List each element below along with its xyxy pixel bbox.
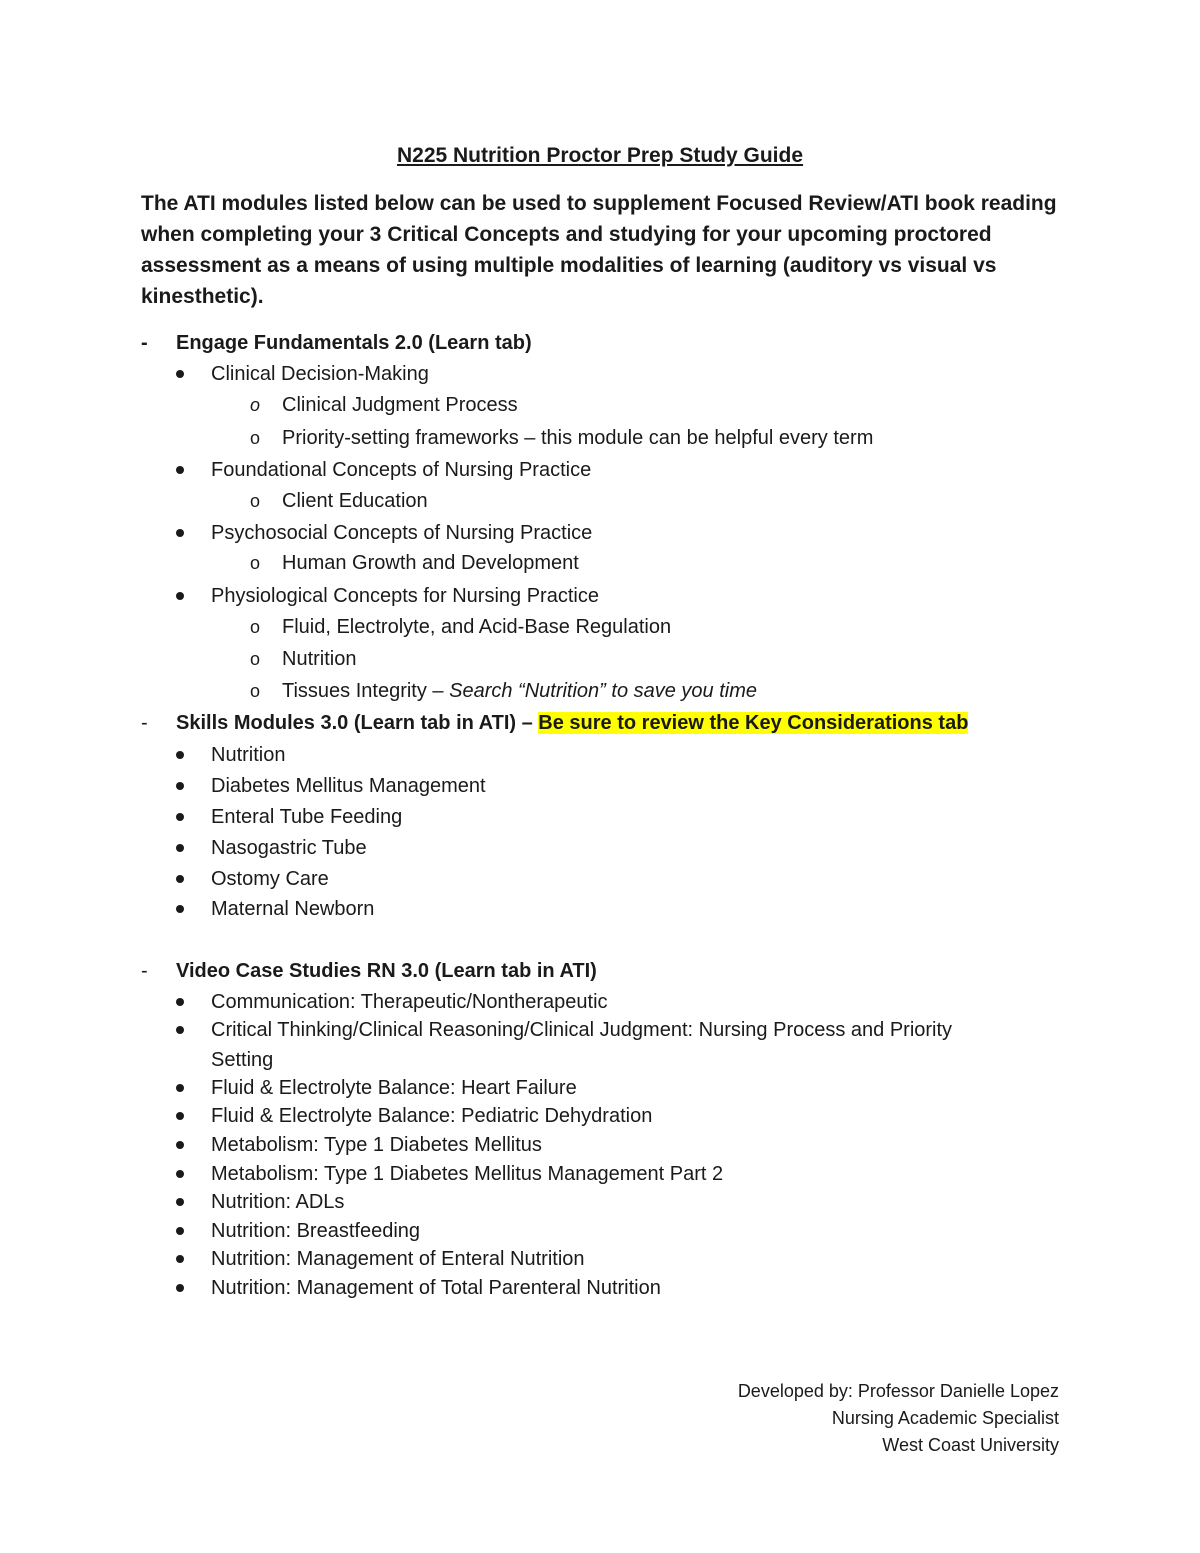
section-title-video: Video Case Studies RN 3.0 (Learn tab in ATI)	[176, 960, 597, 982]
bullet-icon	[176, 905, 184, 913]
sub-list-item: Human Growth and Development	[282, 552, 579, 574]
list-item: Nutrition: Management of Total Parenteral Nutrition	[211, 1277, 661, 1299]
bullet-icon	[176, 1084, 184, 1092]
intro-paragraph: The ATI modules listed below can be used to supplement Focused Review/ATI book reading when completing your 3 Critical Concepts and studying for your upcoming proctored assessment as a means of using multiple modalities of learning (auditory vs visual vs kinesthetic).	[141, 192, 1057, 308]
list-item: Clinical Decision-Making	[211, 363, 429, 385]
circle-bullet-icon: o	[250, 428, 261, 448]
list-item: Psychosocial Concepts of Nursing Practice	[211, 522, 593, 544]
list-item: Nutrition: Breastfeeding	[211, 1220, 421, 1242]
highlighted-note: Be sure to review the Key Considerations tab	[538, 712, 969, 734]
bullet-icon	[176, 1112, 184, 1120]
list-item: Nasogastric Tube	[211, 837, 367, 859]
sub-list-item: Nutrition	[282, 648, 357, 670]
list-item: Metabolism: Type 1 Diabetes Mellitus	[211, 1134, 542, 1156]
sub-list-item: Fluid, Electrolyte, and Acid-Base Regulation	[282, 616, 672, 638]
bullet-icon	[176, 1198, 184, 1206]
section-dash: -	[141, 960, 148, 982]
circle-bullet-icon: o	[250, 553, 261, 573]
bullet-icon	[176, 1026, 184, 1034]
section-title-engage: Engage Fundamentals 2.0 (Learn tab)	[176, 332, 532, 354]
page-title: N225 Nutrition Proctor Prep Study Guide	[396, 144, 804, 167]
circle-bullet-icon: o	[250, 395, 261, 415]
circle-bullet-icon: o	[250, 491, 261, 511]
list-item: Fluid & Electrolyte Balance: Heart Failure	[211, 1077, 577, 1099]
list-item: Nutrition	[211, 744, 286, 766]
bullet-icon	[176, 1227, 184, 1235]
tissues-item-note: Search “Nutrition” to save you time	[449, 680, 758, 702]
list-item: Communication: Therapeutic/Nontherapeutic	[211, 991, 608, 1013]
sub-list-item: Client Education	[282, 490, 428, 512]
bullet-icon	[176, 1284, 184, 1292]
circle-bullet-icon: o	[250, 681, 261, 701]
bullet-icon	[176, 1170, 184, 1178]
bullet-icon	[176, 998, 184, 1006]
bullet-icon	[176, 1141, 184, 1149]
list-item: Foundational Concepts of Nursing Practice	[211, 459, 592, 481]
list-item: Ostomy Care	[211, 868, 329, 890]
list-item: Nutrition: Management of Enteral Nutrition	[211, 1248, 585, 1270]
section-title-skills	[176, 709, 968, 737]
sub-list-item: Clinical Judgment Process	[282, 394, 518, 416]
list-item-continuation: Setting	[211, 1049, 274, 1071]
bullet-icon	[176, 370, 184, 378]
section-title-text: Skills Modules 3.0 (Learn tab in ATI) –	[176, 712, 539, 734]
footer-institution: West Coast University	[882, 1435, 1059, 1455]
list-item: Fluid & Electrolyte Balance: Pediatric Dehydration	[211, 1105, 653, 1127]
list-item: Metabolism: Type 1 Diabetes Mellitus Management Part 2	[211, 1163, 724, 1185]
bullet-icon	[176, 813, 184, 821]
footer-role: Nursing Academic Specialist	[831, 1408, 1059, 1428]
list-item: Enteral Tube Feeding	[211, 806, 403, 828]
list-item: Critical Thinking/Clinical Reasoning/Clinical Judgment: Nursing Process and Priority	[211, 1019, 953, 1041]
bullet-icon	[176, 782, 184, 790]
bullet-icon	[176, 875, 184, 883]
list-item: Diabetes Mellitus Management	[211, 775, 486, 797]
sub-list-item: Priority-setting frameworks – this module can be helpful every term	[282, 427, 874, 449]
bullet-icon	[176, 751, 184, 759]
circle-bullet-icon: o	[250, 617, 261, 637]
bullet-icon	[176, 844, 184, 852]
section-dash: -	[141, 332, 148, 354]
list-item: Physiological Concepts for Nursing Practice	[211, 585, 599, 607]
sub-list-item	[282, 677, 757, 705]
bullet-icon	[176, 1255, 184, 1263]
bullet-icon	[176, 529, 184, 537]
bullet-icon	[176, 592, 184, 600]
bullet-icon	[176, 466, 184, 474]
list-item: Maternal Newborn	[211, 898, 375, 920]
tissues-item-text: Tissues Integrity –	[282, 680, 450, 702]
footer-developed-by: Developed by: Professor Danielle Lopez	[737, 1381, 1059, 1401]
section-dash: -	[141, 712, 148, 734]
list-item: Nutrition: ADLs	[211, 1191, 345, 1213]
circle-bullet-icon: o	[250, 649, 261, 669]
